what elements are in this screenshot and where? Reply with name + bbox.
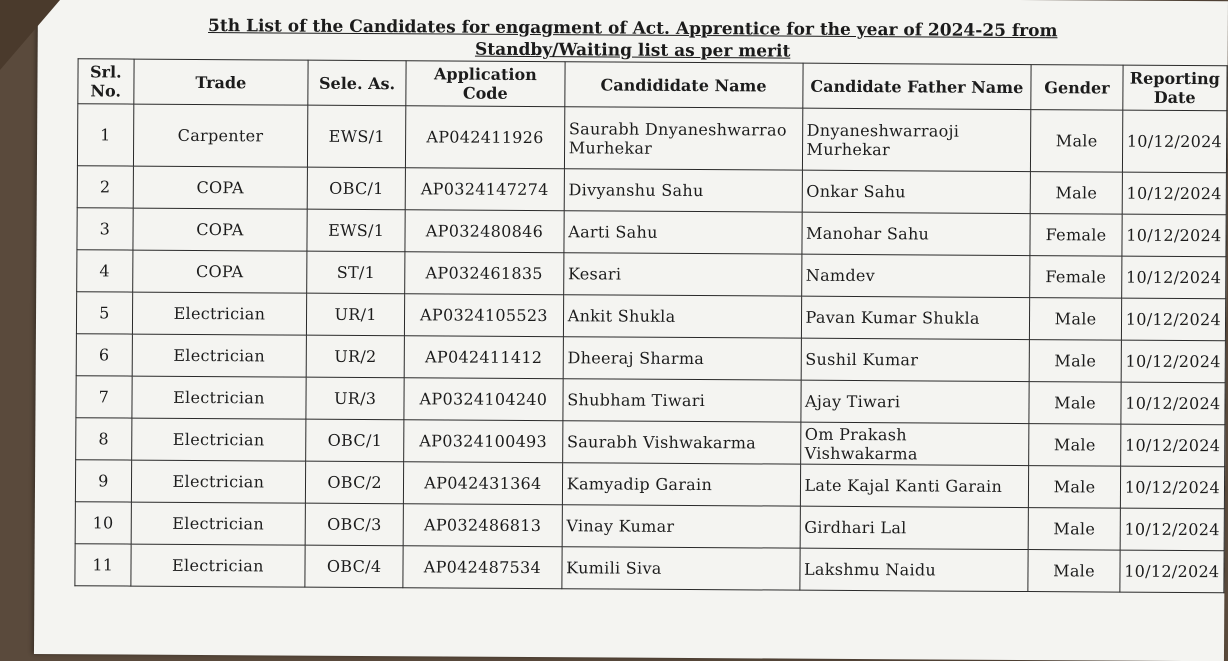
cell-trade: Electrician bbox=[131, 544, 306, 587]
cell-name: Kamyadip Garain bbox=[562, 463, 800, 506]
table-surface-corner bbox=[0, 0, 60, 70]
header-candidate-name: Candididate Name bbox=[565, 62, 803, 108]
cell-app-code: AP0324100493 bbox=[404, 420, 563, 463]
cell-trade: Electrician bbox=[131, 418, 306, 461]
cell-gender: Male bbox=[1030, 298, 1122, 341]
cell-name: Kesari bbox=[563, 253, 801, 296]
cell-gender: Female bbox=[1030, 256, 1122, 299]
cell-trade: Electrician bbox=[131, 460, 306, 503]
cell-name: Saurabh Vishwakarma bbox=[562, 421, 800, 464]
header-srl-no: Srl. No. bbox=[78, 59, 134, 104]
cell-father: Ajay Tiwari bbox=[800, 380, 1029, 423]
title-line-2: Standby/Waiting list as per merit bbox=[474, 39, 791, 62]
cell-app-code: AP032480846 bbox=[405, 210, 564, 253]
document-title bbox=[78, 14, 1188, 65]
cell-date: 10/12/2024 bbox=[1120, 466, 1225, 509]
cell-name: Shubham Tiwari bbox=[563, 379, 801, 422]
table-row bbox=[76, 418, 1225, 467]
table-row bbox=[76, 376, 1225, 425]
cell-srl: 3 bbox=[77, 208, 133, 250]
cell-srl: 5 bbox=[76, 292, 132, 334]
cell-app-code: AP042411926 bbox=[406, 106, 565, 169]
cell-trade: COPA bbox=[132, 250, 307, 293]
cell-app-code: AP0324105523 bbox=[405, 294, 564, 337]
cell-gender: Male bbox=[1028, 550, 1120, 593]
cell-father: Lakshmu Naidu bbox=[799, 548, 1028, 591]
cell-father: Girdhari Lal bbox=[800, 506, 1029, 549]
cell-srl: 7 bbox=[76, 376, 132, 418]
cell-trade: Electrician bbox=[132, 292, 307, 335]
cell-gender: Male bbox=[1031, 110, 1123, 173]
cell-sele: OBC/4 bbox=[305, 545, 403, 588]
cell-gender: Male bbox=[1029, 466, 1121, 509]
cell-srl: 1 bbox=[77, 104, 133, 166]
cell-name: Saurabh Dnyaneshwarrao Murhekar bbox=[564, 107, 802, 170]
table-row bbox=[75, 460, 1224, 509]
header-gender: Gender bbox=[1031, 65, 1123, 111]
header-sele-as: Sele. As. bbox=[308, 60, 406, 106]
cell-father: Late Kajal Kanti Garain bbox=[800, 464, 1029, 507]
cell-gender: Male bbox=[1031, 172, 1123, 215]
cell-app-code: AP0324104240 bbox=[404, 378, 563, 421]
cell-srl: 9 bbox=[75, 460, 131, 502]
cell-srl: 11 bbox=[75, 544, 131, 586]
cell-gender: Male bbox=[1029, 382, 1121, 425]
table-row bbox=[76, 292, 1225, 341]
cell-sele: EWS/1 bbox=[308, 105, 406, 168]
cell-sele: UR/3 bbox=[306, 377, 404, 420]
header-trade: Trade bbox=[133, 59, 308, 105]
cell-app-code: AP042411412 bbox=[404, 336, 563, 379]
cell-sele: OBC/1 bbox=[307, 167, 405, 210]
cell-date: 10/12/2024 bbox=[1120, 424, 1225, 467]
cell-date: 10/12/2024 bbox=[1121, 298, 1226, 341]
cell-sele: UR/2 bbox=[306, 335, 404, 378]
cell-srl: 4 bbox=[77, 250, 133, 292]
cell-trade: Electrician bbox=[132, 334, 307, 377]
cell-srl: 6 bbox=[76, 334, 132, 376]
cell-date: 10/12/2024 bbox=[1121, 340, 1226, 383]
cell-gender: Male bbox=[1029, 424, 1121, 467]
cell-trade: COPA bbox=[133, 208, 308, 251]
cell-father: Namdev bbox=[801, 254, 1030, 297]
cell-father: Manohar Sahu bbox=[801, 212, 1030, 255]
cell-name: Aarti Sahu bbox=[564, 211, 802, 254]
table-row bbox=[77, 166, 1226, 215]
cell-date: 10/12/2024 bbox=[1121, 256, 1226, 299]
cell-trade: Electrician bbox=[131, 502, 306, 545]
cell-app-code: AP042431364 bbox=[404, 462, 563, 505]
cell-name: Vinay Kumar bbox=[562, 505, 800, 548]
header-application-code: Application Code bbox=[406, 61, 565, 107]
cell-trade: COPA bbox=[133, 166, 308, 209]
cell-sele: OBC/2 bbox=[306, 461, 404, 504]
cell-date: 10/12/2024 bbox=[1121, 382, 1226, 425]
cell-father: Pavan Kumar Shukla bbox=[801, 296, 1030, 339]
candidates-table bbox=[74, 58, 1227, 593]
cell-trade: Carpenter bbox=[133, 104, 308, 167]
cell-name: Kumili Siva bbox=[562, 547, 800, 590]
cell-gender: Female bbox=[1030, 214, 1122, 257]
cell-sele: UR/1 bbox=[307, 293, 405, 336]
header-father-name: Candidate Father Name bbox=[802, 63, 1031, 109]
cell-srl: 10 bbox=[75, 502, 131, 544]
document-page bbox=[34, 0, 1228, 661]
table-header-row bbox=[78, 59, 1227, 111]
cell-name: Ankit Shukla bbox=[563, 295, 801, 338]
table-row bbox=[75, 502, 1224, 551]
cell-app-code: AP032461835 bbox=[405, 252, 564, 295]
cell-date: 10/12/2024 bbox=[1122, 172, 1227, 215]
cell-name: Dheeraj Sharma bbox=[563, 337, 801, 380]
cell-sele: OBC/1 bbox=[306, 419, 404, 462]
cell-gender: Male bbox=[1028, 508, 1120, 551]
cell-sele: EWS/1 bbox=[307, 209, 405, 252]
cell-date: 10/12/2024 bbox=[1120, 550, 1225, 593]
cell-date: 10/12/2024 bbox=[1122, 110, 1227, 173]
cell-sele: OBC/3 bbox=[305, 503, 403, 546]
cell-sele: ST/1 bbox=[307, 251, 405, 294]
table-row bbox=[75, 544, 1224, 593]
cell-gender: Male bbox=[1030, 340, 1122, 383]
cell-date: 10/12/2024 bbox=[1122, 214, 1227, 257]
cell-trade: Electrician bbox=[132, 376, 307, 419]
cell-date: 10/12/2024 bbox=[1120, 508, 1225, 551]
cell-father: Om Prakash Vishwakarma bbox=[800, 422, 1029, 465]
table-row bbox=[77, 104, 1226, 173]
cell-app-code: AP032486813 bbox=[403, 504, 562, 547]
cell-srl: 2 bbox=[77, 166, 133, 208]
cell-name: Divyanshu Sahu bbox=[564, 169, 802, 212]
cell-father: Sushil Kumar bbox=[801, 338, 1030, 381]
cell-father: Dnyaneshwarraoji Murhekar bbox=[802, 108, 1031, 171]
cell-father: Onkar Sahu bbox=[802, 170, 1031, 213]
header-reporting-date: Reporting Date bbox=[1123, 65, 1228, 111]
table-row bbox=[77, 208, 1226, 257]
table-row bbox=[76, 334, 1225, 383]
cell-app-code: AP0324147274 bbox=[405, 168, 564, 211]
cell-srl: 8 bbox=[76, 418, 132, 460]
cell-app-code: AP042487534 bbox=[403, 546, 562, 589]
title-line-1: 5th List of the Candidates for engagment of Act. Apprentice for the year of 2024-25 from bbox=[208, 16, 1058, 42]
table-row bbox=[77, 250, 1226, 299]
